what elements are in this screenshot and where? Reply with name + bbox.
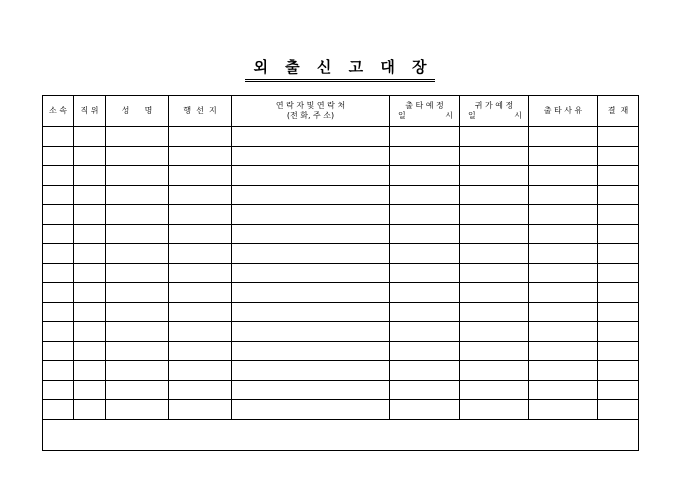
table-row xyxy=(43,380,639,400)
header-affiliation: 소 속 xyxy=(43,96,74,127)
table-row xyxy=(43,146,639,166)
table-row xyxy=(43,224,639,244)
cell-departure xyxy=(390,400,460,420)
cell-approval xyxy=(598,166,639,186)
cell-reason xyxy=(529,283,598,303)
outing-log-table xyxy=(42,95,639,451)
cell-destination xyxy=(169,263,232,283)
cell-affiliation xyxy=(43,205,74,225)
cell-name xyxy=(106,244,169,264)
header-row xyxy=(43,96,639,127)
cell-contact xyxy=(232,224,390,244)
table-row xyxy=(43,361,639,381)
cell-affiliation xyxy=(43,341,74,361)
cell-approval xyxy=(598,322,639,342)
cell-destination xyxy=(169,400,232,420)
cell-approval xyxy=(598,224,639,244)
cell-reason xyxy=(529,146,598,166)
table-row xyxy=(43,302,639,322)
cell-position xyxy=(74,244,106,264)
cell-departure xyxy=(390,205,460,225)
cell-affiliation xyxy=(43,146,74,166)
table-row xyxy=(43,205,639,225)
cell-reason xyxy=(529,380,598,400)
cell-return xyxy=(460,400,529,420)
cell-affiliation xyxy=(43,244,74,264)
cell-destination xyxy=(169,185,232,205)
cell-name xyxy=(106,224,169,244)
cell-affiliation xyxy=(43,263,74,283)
cell-destination xyxy=(169,166,232,186)
table-row xyxy=(43,185,639,205)
cell-departure xyxy=(390,146,460,166)
cell-name xyxy=(106,322,169,342)
cell-position xyxy=(74,322,106,342)
cell-return xyxy=(460,380,529,400)
header-departure-line1: 출 타 예 정 xyxy=(405,101,444,110)
table-row xyxy=(43,244,639,264)
cell-position xyxy=(74,263,106,283)
cell-departure xyxy=(390,341,460,361)
cell-return xyxy=(460,185,529,205)
cell-affiliation xyxy=(43,322,74,342)
cell-contact xyxy=(232,263,390,283)
cell-approval xyxy=(598,244,639,264)
table-row xyxy=(43,322,639,342)
cell-return xyxy=(460,224,529,244)
cell-return xyxy=(460,322,529,342)
cell-name xyxy=(106,341,169,361)
header-departure-day: 일 xyxy=(398,111,406,120)
cell-reason xyxy=(529,205,598,225)
header-approval: 결 재 xyxy=(598,96,639,127)
cell-position xyxy=(74,302,106,322)
cell-approval xyxy=(598,341,639,361)
cell-affiliation xyxy=(43,283,74,303)
cell-contact xyxy=(232,146,390,166)
cell-affiliation xyxy=(43,302,74,322)
header-return-daytime xyxy=(460,111,528,121)
cell-departure xyxy=(390,244,460,264)
cell-departure xyxy=(390,361,460,381)
cell-name xyxy=(106,361,169,381)
table-row xyxy=(43,341,639,361)
cell-contact xyxy=(232,283,390,303)
header-departure-time: 시 xyxy=(445,111,453,120)
cell-departure xyxy=(390,380,460,400)
header-name: 성 명 xyxy=(106,96,169,127)
header-return-line1: 귀 가 예 정 xyxy=(474,101,514,110)
header-return xyxy=(460,96,529,127)
cell-departure xyxy=(390,302,460,322)
cell-departure xyxy=(390,185,460,205)
document-title-text: 외 출 신 고 대 장 xyxy=(245,56,434,82)
cell-position xyxy=(74,146,106,166)
cell-name xyxy=(106,283,169,303)
cell-destination xyxy=(169,146,232,166)
cell-reason xyxy=(529,185,598,205)
cell-destination xyxy=(169,224,232,244)
cell-position xyxy=(74,283,106,303)
cell-approval xyxy=(598,361,639,381)
cell-affiliation xyxy=(43,361,74,381)
header-return-time: 시 xyxy=(514,111,522,120)
cell-reason xyxy=(529,400,598,420)
cell-destination xyxy=(169,322,232,342)
cell-return xyxy=(460,146,529,166)
table-row xyxy=(43,127,639,147)
cell-approval xyxy=(598,127,639,147)
cell-contact xyxy=(232,166,390,186)
cell-destination xyxy=(169,127,232,147)
cell-approval xyxy=(598,302,639,322)
cell-departure xyxy=(390,166,460,186)
cell-name xyxy=(106,263,169,283)
cell-name xyxy=(106,400,169,420)
cell-destination xyxy=(169,283,232,303)
cell-return xyxy=(460,263,529,283)
header-contact xyxy=(232,96,390,127)
cell-position xyxy=(74,166,106,186)
header-reason: 출 타 사 유 xyxy=(529,96,598,127)
cell-destination xyxy=(169,380,232,400)
header-destination: 행 선 지 xyxy=(169,96,232,127)
cell-name xyxy=(106,380,169,400)
cell-departure xyxy=(390,322,460,342)
cell-contact xyxy=(232,400,390,420)
cell-return xyxy=(460,283,529,303)
cell-contact xyxy=(232,127,390,147)
cell-affiliation xyxy=(43,380,74,400)
cell-position xyxy=(74,127,106,147)
cell-reason xyxy=(529,322,598,342)
cell-reason xyxy=(529,127,598,147)
cell-affiliation xyxy=(43,224,74,244)
cell-return xyxy=(460,205,529,225)
cell-destination xyxy=(169,341,232,361)
cell-affiliation xyxy=(43,166,74,186)
cell-departure xyxy=(390,283,460,303)
cell-affiliation xyxy=(43,400,74,420)
cell-approval xyxy=(598,146,639,166)
cell-return xyxy=(460,302,529,322)
cell-position xyxy=(74,185,106,205)
cell-reason xyxy=(529,166,598,186)
header-return-day: 일 xyxy=(468,111,476,120)
cell-contact xyxy=(232,322,390,342)
header-position: 직 위 xyxy=(74,96,106,127)
cell-approval xyxy=(598,380,639,400)
cell-name xyxy=(106,127,169,147)
cell-contact xyxy=(232,244,390,264)
document-title xyxy=(0,56,680,82)
cell-destination xyxy=(169,205,232,225)
cell-destination xyxy=(169,302,232,322)
cell-approval xyxy=(598,400,639,420)
cell-contact xyxy=(232,185,390,205)
cell-position xyxy=(74,361,106,381)
table-row xyxy=(43,283,639,303)
cell-return xyxy=(460,166,529,186)
cell-name xyxy=(106,205,169,225)
cell-departure xyxy=(390,224,460,244)
cell-return xyxy=(460,361,529,381)
cell-reason xyxy=(529,224,598,244)
cell-approval xyxy=(598,185,639,205)
cell-contact xyxy=(232,302,390,322)
cell-contact xyxy=(232,205,390,225)
cell-approval xyxy=(598,283,639,303)
table-row xyxy=(43,400,639,420)
table-row xyxy=(43,166,639,186)
cell-reason xyxy=(529,361,598,381)
cell-return xyxy=(460,127,529,147)
cell-position xyxy=(74,205,106,225)
cell-position xyxy=(74,224,106,244)
footer-cell xyxy=(43,419,639,450)
header-departure xyxy=(390,96,460,127)
cell-reason xyxy=(529,244,598,264)
cell-name xyxy=(106,185,169,205)
header-contact-line2: (전 화, 주 소) xyxy=(286,111,335,120)
cell-return xyxy=(460,341,529,361)
cell-contact xyxy=(232,361,390,381)
cell-reason xyxy=(529,263,598,283)
footer-row xyxy=(43,419,639,450)
cell-name xyxy=(106,166,169,186)
cell-affiliation xyxy=(43,127,74,147)
cell-departure xyxy=(390,127,460,147)
cell-position xyxy=(74,380,106,400)
cell-name xyxy=(106,302,169,322)
cell-contact xyxy=(232,380,390,400)
cell-contact xyxy=(232,341,390,361)
cell-affiliation xyxy=(43,185,74,205)
cell-destination xyxy=(169,244,232,264)
cell-approval xyxy=(598,205,639,225)
cell-reason xyxy=(529,302,598,322)
table-row xyxy=(43,263,639,283)
header-contact-line1: 연 락 자 및 연 락 처 xyxy=(275,101,346,110)
cell-return xyxy=(460,244,529,264)
cell-position xyxy=(74,400,106,420)
cell-destination xyxy=(169,361,232,381)
header-departure-daytime xyxy=(390,111,459,121)
cell-approval xyxy=(598,263,639,283)
cell-reason xyxy=(529,341,598,361)
cell-departure xyxy=(390,263,460,283)
cell-name xyxy=(106,146,169,166)
cell-position xyxy=(74,341,106,361)
